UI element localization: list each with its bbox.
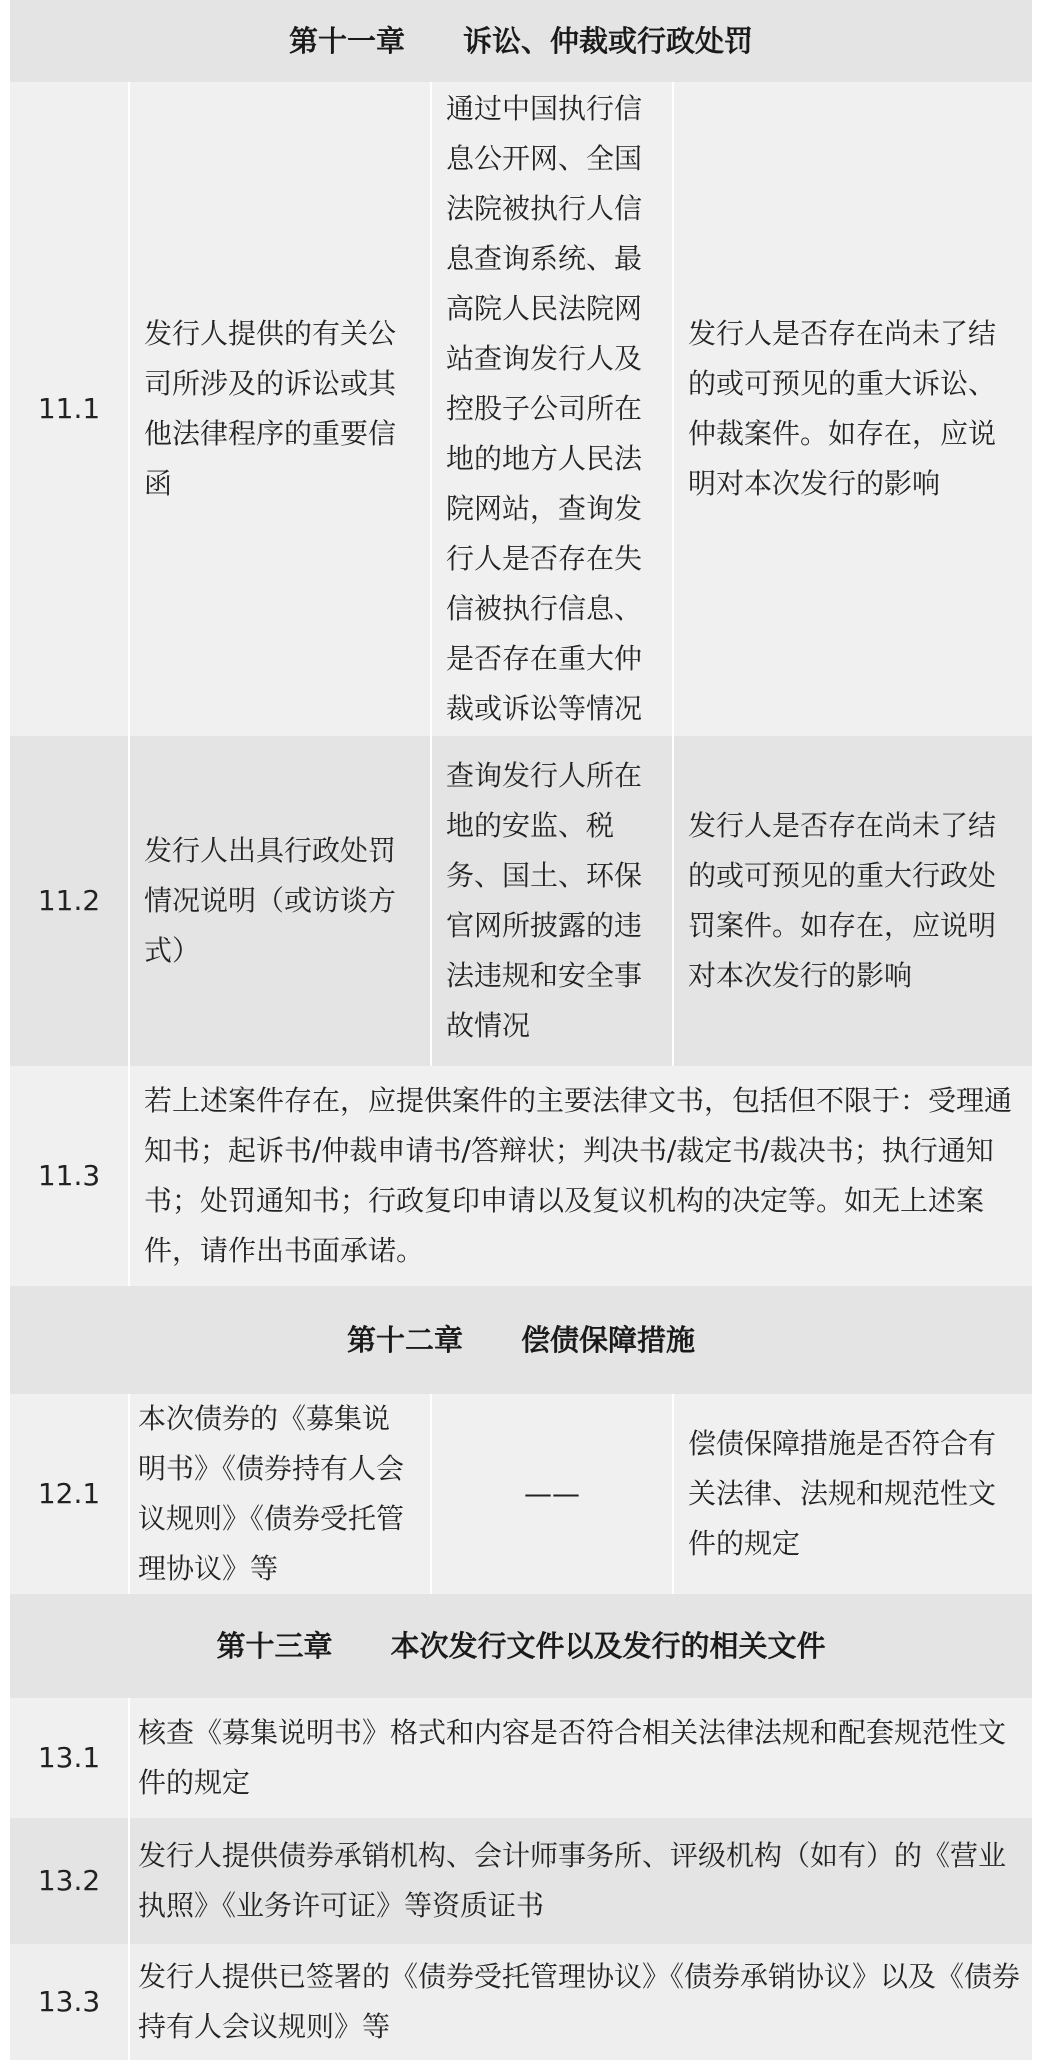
- method-cell: ——: [431, 1394, 673, 1594]
- material-cell: 本次债券的《募集说明书》《债券持有人会议规则》《债券受托管理协议》等: [129, 1394, 431, 1594]
- table-row: [9, 1944, 1033, 2060]
- item-code: 11.2: [9, 736, 129, 1066]
- requirement-cell: 发行人提供已签署的《债券受托管理协议》《债券承销协议》以及《债券持有人会议规则》等: [129, 1944, 1033, 2060]
- table-row: [9, 736, 1033, 1066]
- item-code: 12.1: [9, 1394, 129, 1594]
- item-code: 13.2: [9, 1818, 129, 1944]
- requirement-cell: 核查《募集说明书》格式和内容是否符合相关法律法规和配套规范性文件的规定: [129, 1698, 1033, 1818]
- focus-cell: 发行人是否存在尚未了结的或可预见的重大行政处罚案件。如存在，应说明对本次发行的影响: [673, 736, 1033, 1066]
- table-row: [9, 82, 1033, 736]
- table-row: [9, 1066, 1033, 1286]
- focus-cell: 发行人是否存在尚未了结的或可预见的重大诉讼、仲裁案件。如存在，应说明对本次发行的影响: [673, 82, 1033, 736]
- table-row: [9, 1394, 1033, 1594]
- chapter-header-row: [9, 1594, 1033, 1698]
- requirement-cell: 若上述案件存在，应提供案件的主要法律文书，包括但不限于：受理通知书；起诉书/仲裁申请书/答辩状；判决书/裁定书/裁决书；执行通知书；处罚通知书；行政复印申请以及复议机构的决定等。如无上述案件，请作出书面承诺。: [129, 1066, 1033, 1286]
- material-cell: 发行人提供的有关公司所涉及的诉讼或其他法律程序的重要信函: [129, 82, 431, 736]
- chapter-header-row: [9, 1286, 1033, 1394]
- chapter-12-title: 第十二章 偿债保障措施: [9, 1286, 1033, 1394]
- method-cell: 查询发行人所在地的安监、税务、国土、环保官网所披露的违法违规和安全事故情况: [431, 736, 673, 1066]
- material-cell: 发行人出具行政处罚情况说明（或访谈方式）: [129, 736, 431, 1066]
- table-row: [9, 1698, 1033, 1818]
- chapter-header-row: [9, 0, 1033, 82]
- requirement-cell: 发行人提供债券承销机构、会计师事务所、评级机构（如有）的《营业执照》《业务许可证》等资质证书: [129, 1818, 1033, 1944]
- method-cell: 通过中国执行信息公开网、全国法院被执行人信息查询系统、最高院人民法院网站查询发行人及控股子公司所在地的地方人民法院网站，查询发行人是否存在失信被执行信息、是否存在重大仲裁或诉讼等情况: [431, 82, 673, 736]
- item-code: 11.1: [9, 82, 129, 736]
- item-code: 13.3: [9, 1944, 129, 2060]
- due-diligence-checklist-table: [8, 0, 1034, 2060]
- item-code: 13.1: [9, 1698, 129, 1818]
- table-row: [9, 1818, 1033, 1944]
- chapter-13-title: 第十三章 本次发行文件以及发行的相关文件: [9, 1594, 1033, 1698]
- focus-cell: 偿债保障措施是否符合有关法律、法规和规范性文件的规定: [673, 1394, 1033, 1594]
- item-code: 11.3: [9, 1066, 129, 1286]
- chapter-11-title: 第十一章 诉讼、仲裁或行政处罚: [9, 0, 1033, 82]
